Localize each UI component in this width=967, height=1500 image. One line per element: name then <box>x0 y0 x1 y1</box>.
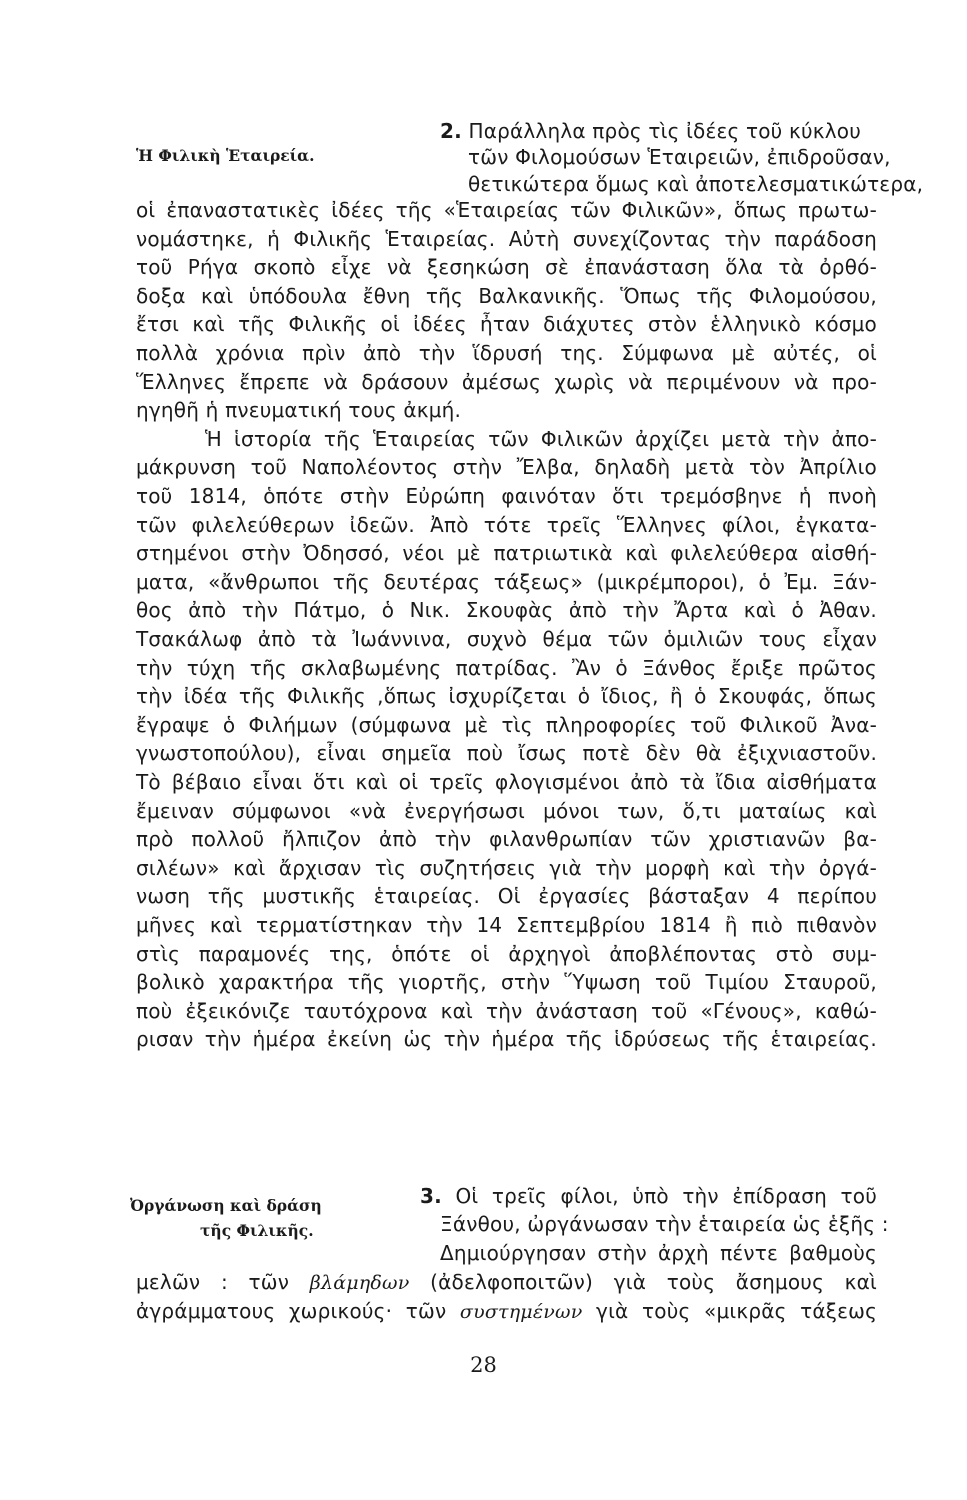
s2-line-5: νομάστηκε, ἡ Φιλικῆς Ἑταιρείας. Αὐτὴ συνεχίζοντας τὴν παράδοση <box>136 226 877 251</box>
s2-line-19: Τσακάλωφ ἀπὸ τὰ Ἰωάννινα, συχνὸ θέμα τῶν ὁμιλιῶν τους εἶχαν <box>136 627 877 651</box>
s2-line-12: Ἡ ἱστορία τῆς Ἑταιρείας τῶν Φιλικῶν ἀρχίζει μετὰ τὴν ἀπο- <box>205 426 877 451</box>
s2-line-17: ματα, «ἄνθρωποι τῆς δευτέρας τάξεως» (μικρέμποροι), ὁ Ἐμ. Ξάν- <box>136 569 877 594</box>
s2-line-18: θος ἀπὸ τὴν Πάτμο, ὁ Νικ. Σκουφὰς ἀπὸ τὴν Ἄρτα καὶ ὁ Ἀθαν. <box>136 598 877 623</box>
section-3-heading-line-1: Ὀργάνωση καὶ δράση <box>130 1196 322 1215</box>
s2-line-14: τοῦ 1814, ὁπότε στὴν Εὐρώπη φαινόταν ὅτι τρεμόσβηνε ἡ πνοὴ <box>136 484 877 508</box>
s2-line-31: βολικὸ χαρακτήρα τῆς γιορτῆς, στὴν Ὕψωση τοῦ Τιμίου Σταυροῦ, <box>136 970 877 995</box>
s2-line-1-text: Παράλληλα πρὸς τὶς ἰδέες τοῦ κύκλου <box>468 119 862 143</box>
s2-line-1 <box>440 118 877 145</box>
section-2-heading: Ἡ Φιλικὴ Ἑταιρεία. <box>136 146 315 165</box>
s2-line-7: δοξα καὶ ὑπόδουλα ἔθνη τῆς Βαλκανικῆς. Ὅπως τῆς Φιλομούσου, <box>136 283 877 308</box>
s2-line-11: ηγηθῆ ἡ πνευματική τους ἀκμή. <box>136 398 462 423</box>
s2-line-32: ποὺ ἐξεικόνιζε ταυτόχρονα καὶ τὴν ἀνάσταση τοῦ «Γένους», καθώ- <box>136 998 877 1023</box>
s3-line-4 <box>136 1269 877 1297</box>
page-number: 28 <box>470 1353 497 1377</box>
s2-line-8: ἔτσι καὶ τῆς Φιλικῆς οἱ ἰδέες ἦταν διάχυτες στὸν ἑλληνικὸ κόσμο <box>136 312 877 337</box>
s2-line-3: θετικώτερα ὅμως καὶ ἀποτελεσματικώτερα, <box>468 172 924 196</box>
s2-line-26: πρὸ πολλοῦ ἤλπιζον ἀπὸ τὴν φιλανθρωπίαν τῶν χριστιανῶν βα- <box>136 827 877 852</box>
s2-line-22: ἔγραψε ὁ Φιλήμων (σύμφωνα μὲ τὶς πληροφορίες τοῦ Φιλικοῦ Ἀνα- <box>136 712 877 737</box>
s2-line-13: μάκρυνση τοῦ Ναπολέοντος στὴν Ἔλβα, δηλαδὴ μετὰ τὸν Ἀπρίλιο <box>136 455 877 480</box>
s2-line-9: πολλὰ χρόνια πρὶν ἀπὸ τὴν ἵδρυσή της. Σύμφωνα μὲ αὐτές, οἱ <box>136 341 877 365</box>
s2-line-28: νωση τῆς μυστικῆς ἑταιρείας. Οἱ ἐργασίες βάσταξαν 4 περίπου <box>136 884 877 909</box>
s3-line-5 <box>136 1298 877 1326</box>
s3-line-4-b: (ἀδελφοποιτῶν) γιὰ τοὺς ἄσημους καὶ <box>430 1270 878 1294</box>
section-3-heading-line-2: τῆς Φιλικῆς. <box>200 1221 314 1240</box>
s2-line-16: στημένοι στὴν Ὀδησσό, νέοι μὲ πατριωτικὰ καὶ φιλελεύθερα αἰσθή- <box>136 541 877 566</box>
s2-line-30: στὶς παραμονές της, ὁπότε οἱ ἀρχηγοὶ ἀποβλέποντας στὸ συμ- <box>136 941 877 966</box>
s2-line-33: ρισαν τὴν ἡμέρα ἐκείνη ὡς τὴν ἡμέρα τῆς ἱδρύσεως τῆς ἑταιρείας. <box>136 1027 877 1052</box>
s2-line-6: τοῦ Ρήγα σκοπὸ εἶχε νὰ ξεσηκώση σὲ ἐπανάσταση ὅλα τὰ ὀρθό- <box>136 255 877 280</box>
s3-line-5-italic: συστημένων <box>459 1301 583 1323</box>
s3-line-1 <box>420 1183 877 1210</box>
s2-line-24: Τὸ βέβαιο εἶναι ὅτι καὶ οἱ τρεῖς φλογισμένοι ἀπὸ τὰ ἴδια αἰσθήματα <box>136 770 877 794</box>
s3-line-4-a: μελῶν : τῶν <box>136 1270 290 1294</box>
s2-line-15: τῶν φιλελεύθερων ἰδεῶν. Ἀπὸ τότε τρεῖς Ἕλληνες φίλοι, ἐγκατα- <box>136 512 877 537</box>
s2-line-10: Ἕλληνες ἔπρεπε νὰ δράσουν ἀμέσως χωρὶς νὰ περιμένουν νὰ προ- <box>136 369 877 394</box>
s3-line-4-italic: βλάμηδων <box>309 1272 410 1294</box>
s3-line-1-text: Οἱ τρεῖς φίλοι, ὑπὸ τὴν ἐπίδραση τοῦ <box>455 1184 877 1208</box>
s3-line-5-a: ἀγράμματους χωρικούς· τῶν <box>136 1299 447 1323</box>
s3-line-2: Ξάνθου, ὠργάνωσαν τὴν ἑταιρεία ὡς ἑξῆς : <box>440 1212 889 1236</box>
s2-line-21: τὴν ἰδέα τῆς Φιλικῆς ,ὅπως ἰσχυρίζεται ὁ ἴδιος, ἢ ὁ Σκουφάς, ὅπως <box>136 684 877 709</box>
s2-line-29: μῆνες καὶ τερματίστηκαν τὴν 14 Σεπτεμβρίου 1814 ἢ πιὸ πιθανὸν <box>136 913 877 937</box>
s2-line-2: τῶν Φιλομούσων Ἑταιρειῶν, ἐπιδροῦσαν, <box>468 145 891 169</box>
s3-line-3: Δημιούργησαν στὴν ἀρχὴ πέντε βαθμοὺς <box>440 1241 877 1265</box>
section-3-number: 3. <box>420 1184 442 1208</box>
s2-line-27: σιλέων» καὶ ἄρχισαν τὶς συζητήσεις γιὰ τὴν μορφὴ καὶ τὴν ὀργά- <box>136 855 877 880</box>
s2-line-23: γνωστοπούλου), εἶναι σημεῖα ποὺ ἴσως ποτὲ δὲν θὰ ἐξιχνιαστοῦν. <box>136 741 877 766</box>
s2-line-25: ἔμειναν σύμφωνοι «νὰ ἐνεργήσωσι μόνοι των, ὅ,τι ματαίως καὶ <box>136 798 877 823</box>
s2-line-20: τὴν τύχη τῆς σκλαβωμένης πατρίδας. Ἂν ὁ Ξάνθος ἔριξε πρῶτος <box>136 655 877 680</box>
s2-line-4: οἱ ἐπαναστατικὲς ἰδέες τῆς «Ἑταιρείας τῶν Φιλικῶν», ὅπως πρωτω- <box>136 198 877 222</box>
s3-line-5-b: γιὰ τοὺς «μικρᾶς τάξεως <box>596 1299 878 1323</box>
section-2-number: 2. <box>440 119 462 143</box>
